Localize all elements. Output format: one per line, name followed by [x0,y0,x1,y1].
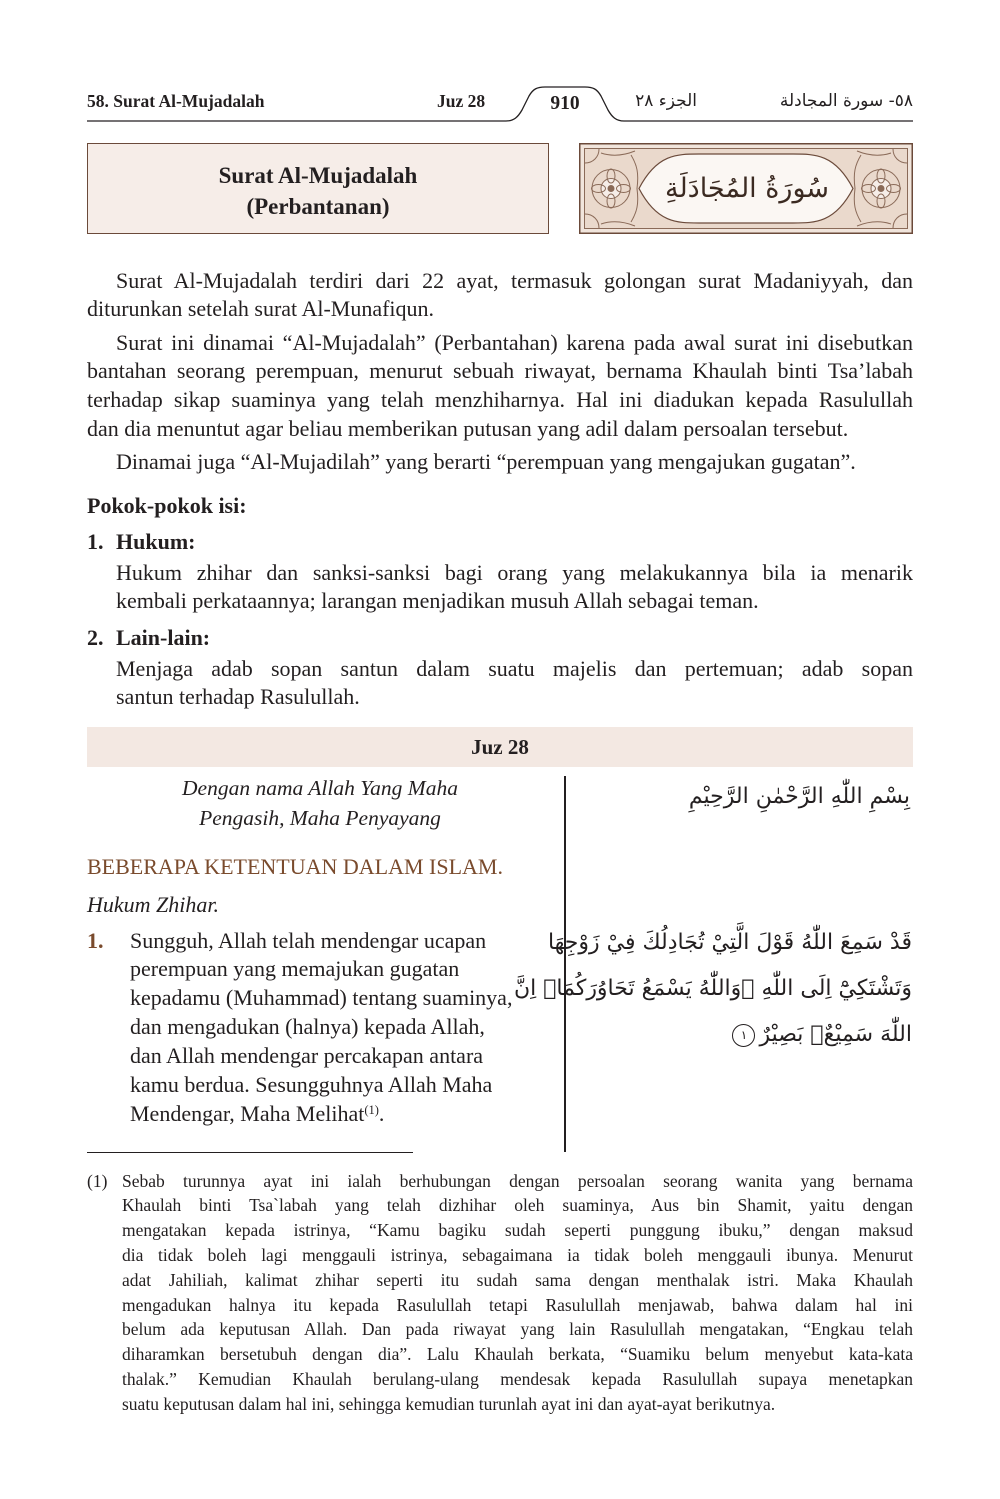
contents-item-line: santun terhadap Rasulullah. [116,684,360,710]
verse-number: 1. [87,927,104,953]
verse-translation-last-line [130,1100,512,1129]
intro-paragraph [87,267,913,325]
footnote-text [122,1169,913,1417]
running-header-surah-arabic: ٥٨- سورة المجادلة [779,91,913,111]
running-header-juz-latin: Juz 28 [437,91,486,111]
juz-band: Juz 28 [87,727,913,767]
intro-paragraph [87,448,913,477]
footnote-line: mengadukan halnya itu kepada Rasulullah tetapi Rasulullah menjawab, bahwa dalam hal ini [122,1294,913,1315]
footnote-line: belum ada keputusan Allah. Dan pada riwayat yang lain Rasulullah mengatakan, “Engkau telah [122,1319,913,1340]
running-header-juz-arabic: الجزء ٢٨ [635,91,697,111]
verse-translation-line: Sungguh, Allah telah mendengar ucapan [130,927,487,953]
surah-introduction [87,267,913,482]
verse-translation-line: Mendengar, Maha Melihat [130,1100,365,1126]
contents-item-line: kembali perkataannya; larangan menjadikan musuh Allah sebagai teman. [116,588,759,614]
intro-line: terhadap sikap suaminya yang telah menzhiharnya. Hal ini diadukan kepada Rasulullah [87,387,913,413]
footnote-line: adat Jahiliah, kalimat zhihar seperti itu sudah sama dengan menthalak istri. Maka Khaulah [122,1269,913,1290]
footnote-line: suatu keputusan dalam hal ini, sehingga kemudian turunlah ayat ini dan ayat-ayat berikutnya. [122,1393,776,1414]
verse-translation [130,927,512,1129]
header-rule-with-page-tab [0,80,1000,130]
verse-translation-line: kamu berdua. Sesungguhnya Allah Maha [130,1071,493,1097]
contents-item-label: Hukum: [116,528,196,554]
footnote-line: dia tidak boleh lagi menggauli istrinya, sebagaimana ia tidak boleh menggauli ibunya. Menurut [122,1244,913,1265]
verse-translation-line: perempuan yang memajukan gugatan [130,956,460,982]
contents-item-label: Lain-lain: [116,624,211,650]
surah-title-meaning: (Perbantanan) [246,193,390,219]
intro-line: Dinamai juga “Al-Mujadilah” yang berarti “perempuan yang mengajukan gugatan”. [116,449,856,475]
ayah-number-marker: ١ [732,1024,755,1047]
intro-line: dan dia menuntut agar beliau memberikan putusan yang adil dalam persoalan tersebut. [87,416,849,442]
footnote-line: diharamkan bersetubuh dengan dia”. Lalu Khaulah berkata, “Suamiku belum menyebut kata-kata [122,1344,913,1365]
contents-heading: Pokok-pokok isi: [87,492,247,518]
basmala-translation-line: Dengan nama Allah Yang Maha [182,776,458,800]
intro-line: Surat ini dinamai “Al-Mujadalah” (Perbantahan) karena pada awal surat ini disebutkan [116,329,913,355]
basmala-arabic: بِسْمِ اللّٰهِ الرَّحْمٰنِ الرَّحِيْمِ [688,784,910,809]
contents-item-number: 2. [87,624,104,650]
footnote-line: thalak.” Kemudian Khaulah berulang-ulang mendesak kepada Rasulullah supaya menetapkan [122,1368,913,1389]
contents-item-body [87,559,913,617]
footnote-line: Khaulah binti Tsa`labah yang telah dizhihar oleh suaminya, Aus bin Shamit, yaitu dengan [122,1195,913,1216]
intro-line: diturunkan setelah surat Al-Munafiqun. [87,296,435,322]
verse-arabic-line: قَدْ سَمِعَ اللّٰهُ قَوْلَ الَّتِيْ تُجَادِلُكَ فِيْ زَوْجِهَا [547,930,912,955]
verse-end-punctuation: . [378,1100,385,1126]
surah-title-box [87,143,549,234]
intro-paragraph [87,329,913,444]
contents-item-number: 1. [87,528,104,554]
verse-arabic-last-line [572,1012,912,1058]
verse-translation-line: kepadamu (Muhammad) tentang suaminya, [130,985,513,1011]
section-heading: BEBERAPA KETENTUAN DALAM ISLAM. [87,854,503,879]
verse-translation-line: dan mengadukan (halnya) kepada Allah, [130,1014,485,1040]
footnote-line: Sebab turunnya ayat ini ialah berhubungan dengan persoalan seorang wanita yang bernama [122,1170,913,1191]
section-subheading: Hukum Zhihar. [87,892,220,917]
running-header-surah-latin: 58. Surat Al-Mujadalah [87,91,265,111]
basmala-translation [87,773,553,833]
contents-item-heading [87,623,913,652]
contents-summary [87,491,913,713]
verse-arabic [513,920,912,1058]
verse-arabic-line: اللّٰهَ سَمِيْعٌۢ بَصِيْرٌ [759,1022,912,1047]
contents-item-body [87,655,913,713]
intro-line: Surat Al-Mujadalah terdiri dari 22 ayat, termasuk golongan surat Madaniyyah, dan [116,267,913,293]
footnote-line: mengatakan kepada istrinya, “Kamu bagiku sudah seperti punggung ibuku,” dengan maksud [122,1220,913,1241]
contents-item-heading [87,527,913,556]
page-number: 910 [550,93,580,114]
surah-title-name: Surat Al-Mujadalah [218,162,418,188]
footnote-marker: (1) [87,1170,108,1191]
contents-item-line: Hukum zhihar dan sanksi-sanksi bagi orang yang melakukannya bila ia menarik [116,559,913,585]
intro-line: bantahan seorang perempuan, menurut sebuah riwayat, bernama Khaulah binti Tsa’labah [87,358,913,384]
contents-item-line: Menjaga adab sopan santun dalam suatu majelis dan pertemuan; adab sopan [116,655,913,681]
surah-arabic-calligraphy-title: سُورَةُ المُجَادَلَةِ [664,173,830,204]
footnote-reference: (1) [364,1102,379,1117]
footnote-separator [87,1152,413,1153]
verse-translation-line: dan Allah mendengar percakapan antara [130,1042,484,1068]
header-rule-line [87,87,913,121]
basmala-translation-line: Pengasih, Maha Penyayang [199,806,441,830]
verse-arabic-line: وَتَشْتَكِيْٓ اِلَى اللّٰهِ ۖوَاللّٰهُ يَسْمَعُ تَحَاوُرَكُمَاۗ اِنَّ [513,976,912,1001]
